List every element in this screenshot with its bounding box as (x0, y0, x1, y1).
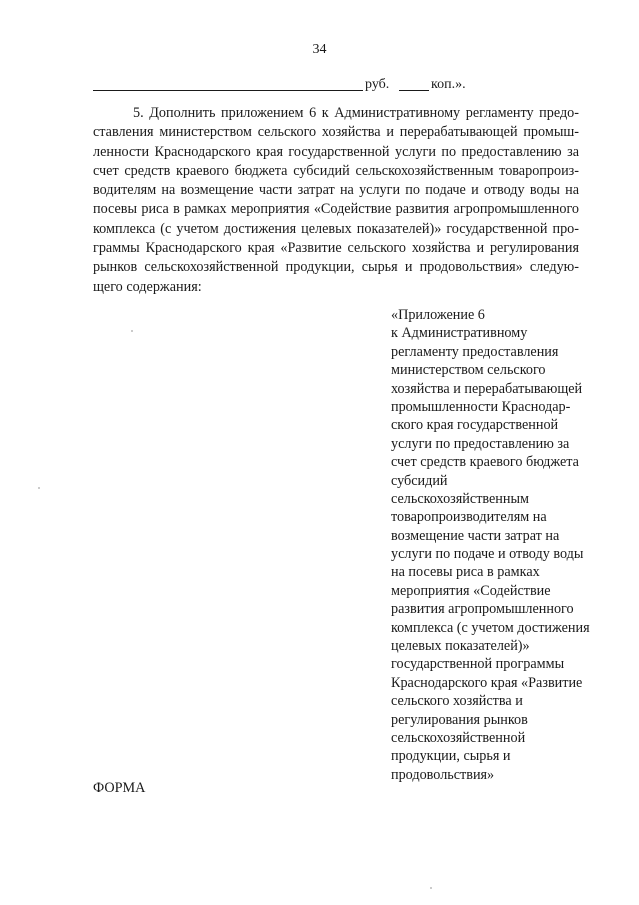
scan-speck (38, 487, 40, 489)
appendix-line: комплекса (с учетом достижения (391, 619, 590, 636)
main-paragraph (93, 104, 579, 297)
kop-label: коп.». (431, 77, 466, 92)
paragraph-line: ставления министерством сельского хозяйства и перерабатывающей промыш- (93, 124, 579, 141)
appendix-line: возмещение части затрат на (391, 527, 560, 544)
appendix-line: товаропроизводителям на (391, 509, 547, 526)
appendix-line: развития агропромышленного (391, 601, 574, 618)
appendix-line: сельскохозяйственной (391, 729, 526, 746)
appendix-line: государственной программы (391, 656, 565, 673)
appendix-line: к Административному (391, 325, 528, 342)
paragraph-line: граммы Краснодарского края «Развитие сельского хозяйства и регулирования (93, 240, 579, 257)
appendix-line: услуги по предоставлению за (391, 435, 570, 452)
appendix-line: счет средств краевого бюджета (391, 454, 579, 471)
appendix-line: продовольствия» (391, 766, 495, 783)
appendix-line: министерством сельского (391, 362, 546, 379)
scan-speck (131, 330, 133, 332)
paragraph-line: щего содержания: (93, 278, 202, 295)
payment-line (93, 77, 473, 95)
amount-blank (93, 90, 363, 91)
scan-speck (430, 887, 432, 889)
appendix-line: сельского хозяйства и (391, 693, 523, 710)
paragraph-line: счет средств краевого бюджета субсидий сельскохозяйственным товаропроиз- (93, 162, 579, 179)
appendix-line: хозяйства и перерабатывающей (391, 380, 583, 397)
appendix-header-block (391, 306, 621, 784)
paragraph-line: посевы риса в рамках мероприятия «Содействие развития агропромышленного (93, 201, 579, 218)
appendix-line: мероприятия «Содействие (391, 582, 551, 599)
appendix-line: целевых показателей)» (391, 638, 530, 655)
appendix-line: регулирования рынков (391, 711, 528, 728)
appendix-line: сельскохозяйственным (391, 490, 530, 507)
paragraph-line: рынков сельскохозяйственной продукции, сырья и продовольствия» следую- (93, 259, 579, 276)
kopeck-blank (399, 90, 429, 91)
appendix-line: Краснодарского края «Развитие (391, 674, 583, 691)
paragraph-line: водителям на возмещение части затрат на услуги по подаче и отводу воды на (93, 182, 579, 199)
paragraph-line: 5. Дополнить приложением 6 к Административному регламенту предо- (133, 105, 579, 121)
appendix-line: субсидий (391, 472, 448, 489)
appendix-line: на посевы риса в рамках (391, 564, 540, 581)
appendix-line: регламенту предоставления (391, 343, 559, 360)
appendix-line: продукции, сырья и (391, 748, 511, 765)
paragraph-line: комплекса (с учетом достижения целевых показателей)» государственной про- (93, 220, 579, 237)
appendix-line: ского края государственной (391, 417, 559, 434)
appendix-line: услуги по подаче и отводу воды (391, 546, 584, 563)
rub-label: руб. (365, 77, 390, 92)
appendix-line: промышленности Краснодар- (391, 398, 571, 415)
appendix-line: «Приложение 6 (391, 307, 485, 323)
paragraph-line: ленности Краснодарского края государственной услуги по предоставлению за (93, 143, 579, 160)
page-number: 34 (312, 42, 327, 57)
form-label: ФОРМА (93, 780, 146, 796)
